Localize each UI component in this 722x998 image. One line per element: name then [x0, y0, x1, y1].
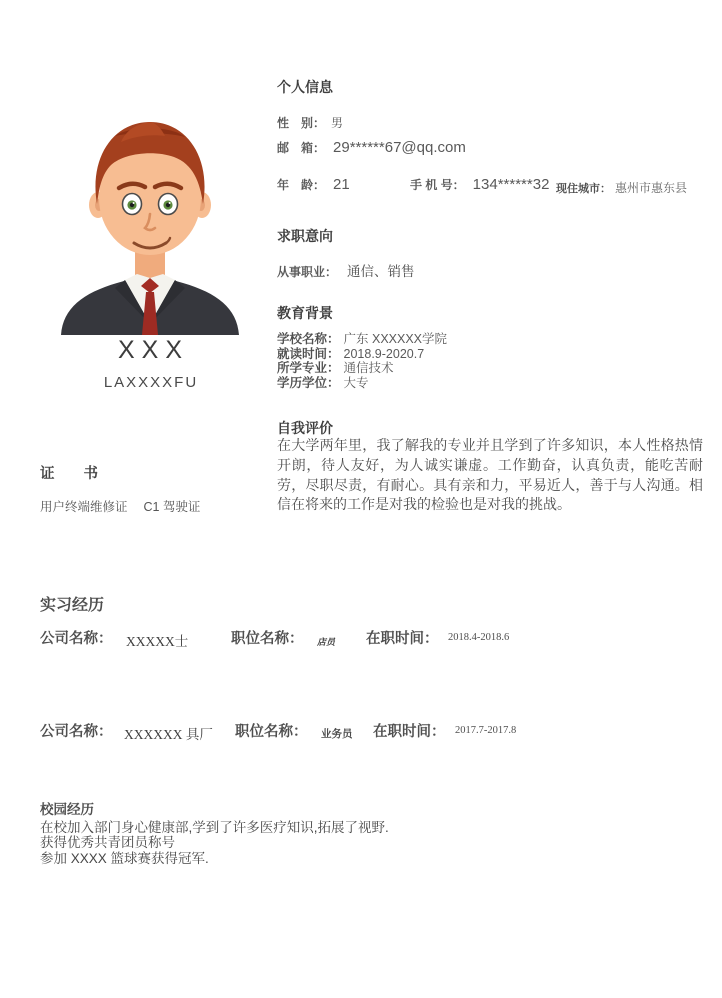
school-value: 广东 XXXXXX学院 — [343, 332, 448, 346]
campus-line: 获得优秀共青团员称号 — [40, 835, 175, 851]
position-label: 职位名称： — [231, 631, 304, 647]
school-label: 学校名称： — [277, 332, 340, 346]
internship-row-2 — [0, 720, 722, 744]
internship-title: 实习经历 — [40, 597, 105, 614]
period-label: 在职时间： — [366, 631, 439, 647]
major-label: 所学专业： — [277, 361, 340, 376]
self-evaluation-title: 自我评价 — [277, 420, 333, 436]
position-label: 职位名称： — [235, 724, 308, 740]
phone-row — [410, 176, 549, 193]
company-value: XXXXXX 具厂 — [124, 727, 213, 742]
degree-label: 学历学位： — [277, 375, 340, 390]
company-value: XXXXX士 — [126, 634, 189, 649]
occupation-row — [277, 260, 415, 280]
education-row-school — [277, 332, 447, 347]
education-rows — [277, 332, 447, 390]
occupation-value: 通信、销售 — [347, 264, 415, 279]
education-title: 教育背景 — [277, 305, 333, 321]
personal-info-title: 个人信息 — [277, 79, 333, 95]
campus-content — [40, 820, 389, 866]
period-label: 在职时间： — [373, 724, 446, 740]
education-row-major — [277, 361, 447, 376]
email-row — [277, 139, 466, 156]
position-value: 业务员 — [321, 728, 353, 740]
city-value: 惠州市惠东县 — [615, 181, 688, 195]
company-label: 公司名称： — [40, 631, 113, 647]
period-value: 2018.4-2018.6 — [448, 632, 510, 643]
city-label: 现住城市： — [556, 183, 611, 195]
campus-line: 参加 XXXX 篮球赛获得冠军. — [40, 850, 209, 866]
candidate-name-pinyin: LAXXXXFU — [103, 374, 199, 391]
degree-value: 大专 — [343, 375, 369, 390]
education-row-period — [277, 347, 447, 362]
certificates-content: 用户终端维修证 C1 驾驶证 — [40, 500, 201, 514]
study-period-value: 2018.9-2020.7 — [343, 346, 425, 361]
email-value: 29******67@qq.com — [333, 139, 466, 156]
city-row — [556, 179, 687, 196]
education-row-degree — [277, 376, 447, 391]
position-value: 店员 — [317, 637, 336, 647]
age-row — [277, 176, 350, 193]
certificates-title: 证 书 — [40, 466, 98, 482]
phone-label: 手 机 号： — [410, 178, 465, 192]
phone-value: 134******32 — [472, 176, 550, 193]
gender-value: 男 — [331, 116, 344, 130]
gender-label: 性 别： — [277, 116, 326, 130]
candidate-name: XXX — [117, 336, 190, 364]
major-value: 通信技术 — [343, 361, 394, 376]
self-evaluation-content: 在大学两年里，我了解我的专业并且学到了许多知识，本人性格热情开朗，待人友好，为人诚实谦虚。工作勤奋，认真负责，能吃苦耐劳，尽职尽责，有耐心。具有亲和力，平易近人，善于与人沟通。相信在将来的工作是对我的检验也是对我的挑战。 — [277, 437, 703, 513]
campus-line: 在校加入部门身心健康部,学到了许多医疗知识,拓展了视野. — [40, 820, 389, 835]
age-value: 21 — [333, 176, 350, 193]
age-label: 年 龄： — [277, 178, 326, 192]
period-value: 2017.7-2017.8 — [455, 725, 517, 736]
campus-title: 校园经历 — [40, 802, 94, 817]
study-period-label: 就读时间： — [277, 346, 340, 361]
occupation-label: 从事职业： — [277, 265, 338, 279]
profile-photo — [55, 92, 245, 335]
email-label: 邮 箱： — [277, 141, 326, 155]
company-label: 公司名称： — [40, 724, 113, 740]
gender-row — [277, 114, 343, 131]
internship-row-1 — [0, 627, 722, 651]
job-intention-title: 求职意向 — [277, 228, 333, 244]
